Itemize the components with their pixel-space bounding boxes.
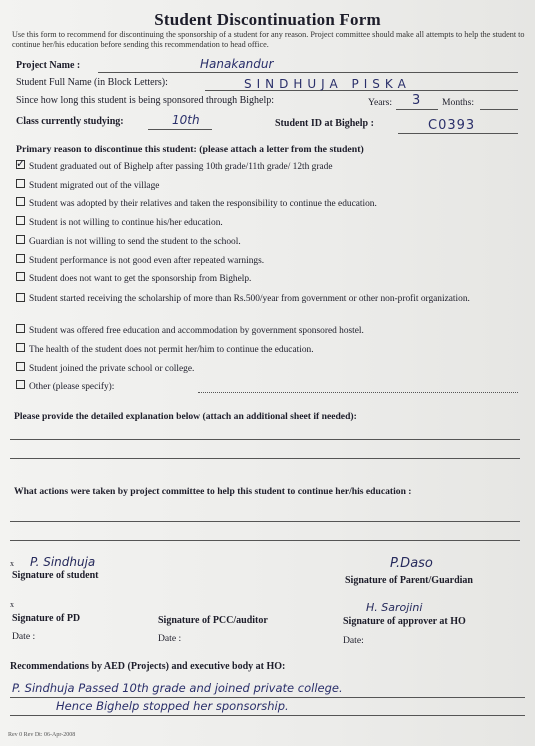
reason-item	[16, 197, 377, 209]
reason-checkbox[interactable]	[16, 272, 25, 281]
reason-item	[16, 235, 241, 247]
reason-label: Student was adopted by their relatives and taken the responsibility to continue the education.	[29, 199, 377, 209]
months-label: Months:	[442, 97, 474, 108]
reason-checkbox[interactable]	[16, 197, 25, 206]
explanation-line-2[interactable]	[10, 458, 520, 459]
approver-signature: H. Sarojini	[366, 601, 423, 614]
parent-signature: P.Daso	[390, 556, 433, 571]
student-x-mark: x	[10, 559, 14, 568]
reason-item	[16, 216, 223, 228]
reason-checkbox[interactable]	[16, 362, 25, 371]
reason-label: The health of the student does not permit her/him to continue the education.	[29, 345, 314, 355]
reason-label: Student does not want to get the sponsorship from Bighelp.	[29, 274, 252, 284]
student-id-label: Student ID at Bighelp :	[275, 118, 374, 129]
reason-label: Student is not willing to continue his/her education.	[29, 218, 223, 228]
recommendation-line-1	[10, 697, 525, 698]
reason-item	[16, 254, 264, 266]
student-signature: P. Sindhuja	[30, 555, 96, 569]
pd-date-label: Date :	[12, 631, 36, 642]
class-label: Class currently studying:	[16, 116, 124, 127]
project-name-line	[98, 72, 518, 73]
student-name-label: Student Full Name (in Block Letters):	[16, 77, 168, 88]
reason-label: Student was offered free education and accommodation by government sponsored hostel.	[29, 326, 364, 336]
reason-checkbox[interactable]	[16, 216, 25, 225]
reason-item	[16, 324, 364, 336]
years-line	[396, 109, 438, 110]
reason-label: Student performance is not good even after repeated warnings.	[29, 256, 265, 266]
reason-item	[16, 157, 333, 172]
class-value[interactable]: 10th	[172, 113, 200, 127]
pcc-date-label: Date :	[158, 633, 182, 644]
student-id-line	[398, 133, 518, 134]
reason-checkbox[interactable]	[16, 324, 25, 333]
reasons-heading: Primary reason to discontinue this student: (please attach a letter from the student)	[16, 144, 364, 155]
months-line	[480, 109, 518, 110]
explanation-line-1[interactable]	[10, 439, 520, 440]
approver-date-label: Date:	[343, 635, 364, 646]
other-specify-line	[198, 392, 518, 393]
project-name-value[interactable]: Hanakandur	[200, 57, 274, 71]
years-value[interactable]: 3	[412, 93, 421, 108]
form-title: Student Discontinuation Form	[154, 10, 381, 29]
pd-signature-label: Signature of PD	[12, 613, 81, 624]
actions-line-1[interactable]	[10, 521, 520, 522]
recommendation-text-2: Hence Bighelp stopped her sponsorship.	[56, 699, 289, 713]
form-intro: Use this form to recommend for discontinuing the sponsorship of a student for any reason. Project committee should make all attempts to help the student to continue her/his education before sending this recommendation to head office.	[12, 30, 525, 49]
actions-line-2[interactable]	[10, 540, 520, 541]
actions-label: What actions were taken by project committee to help this student to continue her/his education :	[14, 486, 412, 497]
reason-label: Student migrated out of the village	[29, 181, 160, 191]
reason-label: Student joined the private school or college.	[29, 364, 195, 374]
recommendation-text-1: P. Sindhuja Passed 10th grade and joined private college.	[12, 681, 343, 695]
class-line	[148, 129, 212, 130]
years-label: Years:	[368, 97, 393, 108]
explanation-label: Please provide the detailed explanation below (attach an additional sheet if needed):	[14, 411, 357, 422]
recommendations-label: Recommendations by AED (Projects) and executive body at HO:	[10, 661, 286, 672]
project-name-label: Project Name :	[16, 60, 81, 71]
reason-item	[16, 293, 484, 306]
reason-item	[16, 362, 194, 374]
reason-label: Student started receiving the scholarship of more than Rs.500/year from government or other non-profit organization.	[29, 294, 470, 304]
pd-x-mark: x	[10, 600, 14, 609]
reason-checkbox[interactable]	[16, 235, 25, 244]
reason-checkbox[interactable]	[16, 380, 25, 389]
reason-item	[16, 179, 159, 191]
approver-signature-label: Signature of approver at HO	[343, 616, 466, 627]
form-footer: Rev 0 Rev Dt: 06-Apr-2008	[8, 732, 76, 738]
reason-label: Student graduated out of Bighelp after passing 10th grade/11th grade/ 12th grade	[29, 162, 333, 172]
reason-item	[16, 272, 251, 284]
reason-checkbox[interactable]	[16, 343, 25, 352]
student-signature-label: Signature of student	[12, 570, 99, 581]
since-label: Since how long this student is being sponsored through Bighelp:	[16, 95, 275, 106]
reason-item	[16, 343, 314, 355]
pcc-signature-label: Signature of PCC/auditor	[158, 615, 268, 626]
reason-label: Other (please specify):	[29, 382, 115, 392]
checkmark-icon: ✓	[16, 157, 26, 170]
parent-signature-label: Signature of Parent/Guardian	[345, 575, 473, 586]
student-id-value[interactable]: C0393	[428, 118, 476, 133]
reason-label: Guardian is not willing to send the student to the school.	[29, 237, 241, 247]
reason-checkbox[interactable]	[16, 157, 26, 170]
reason-checkbox[interactable]	[16, 293, 25, 302]
reason-checkbox[interactable]	[16, 254, 25, 263]
reason-checkbox[interactable]	[16, 179, 25, 188]
recommendation-line-2	[10, 715, 525, 716]
reason-item	[16, 380, 114, 392]
student-name-value[interactable]: SINDHUJA PISKA	[244, 77, 411, 91]
